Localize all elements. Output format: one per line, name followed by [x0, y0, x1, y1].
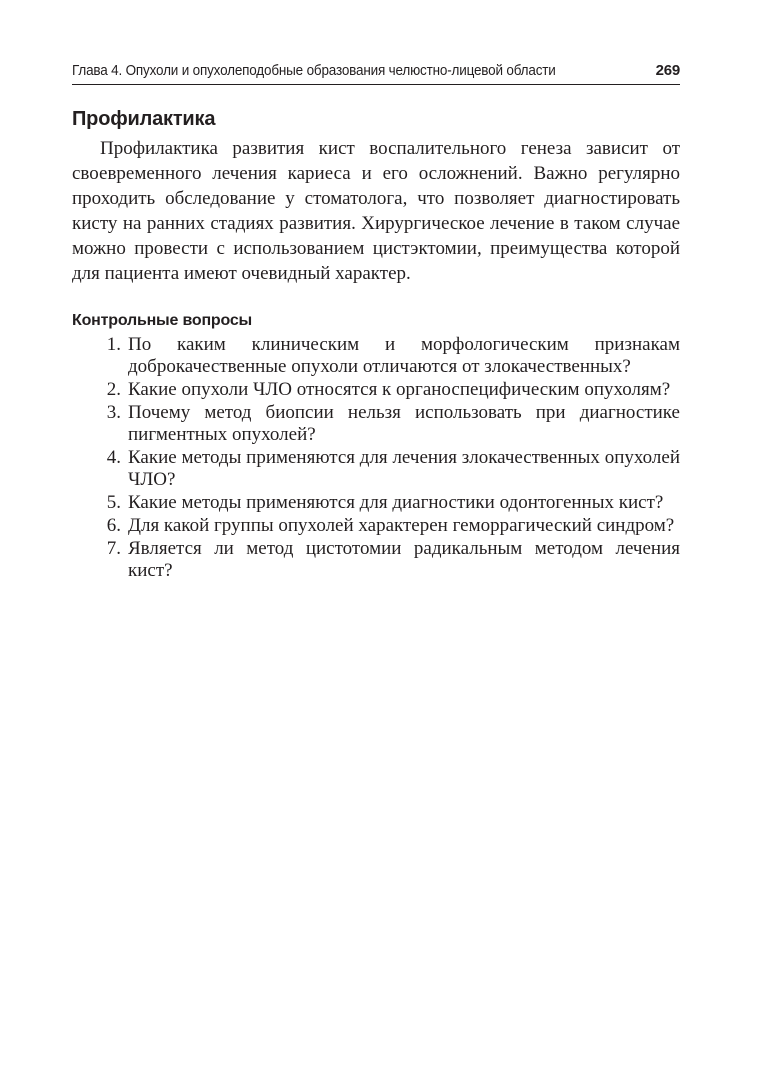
chapter-title: Глава 4. Опухоли и опухолеподобные образования челюстно-лицевой области — [72, 62, 556, 79]
section-paragraph: Профилактика развития кист воспалительного генеза зависит от своевременного лечения кариеса и его осложнений. Важно регулярно проходить обследование у стоматолога, что позволяет диагностировать кисту на ранних стадиях развития. Хирургическое лечение в таком случае можно провести с использованием цистэктомии, преимущества которой для пациента имеют очевидный характер. — [72, 138, 680, 284]
book-page — [72, 62, 680, 583]
question-item — [72, 334, 680, 378]
question-text: Какие методы применяются для лечения злокачественных опухолей ЧЛО? — [128, 447, 680, 490]
question-item — [72, 515, 680, 537]
question-item — [72, 538, 680, 582]
questions-list — [72, 334, 680, 582]
section-title: Профилактика — [72, 108, 216, 130]
page-number: 269 — [655, 62, 680, 79]
question-text: Какие методы применяются для диагностики одонтогенных кист? — [128, 492, 664, 513]
running-header — [72, 62, 680, 85]
question-number: 4. — [106, 447, 121, 468]
questions-title: Контрольные вопросы — [72, 312, 253, 329]
question-number: 6. — [106, 515, 121, 536]
question-text: Почему метод биопсии нельзя использовать при диагностике пигментных опухолей? — [128, 402, 680, 445]
question-text: Для какой группы опухолей характерен геморрагический синдром? — [128, 515, 675, 536]
question-number: 2. — [106, 379, 121, 400]
question-number: 1. — [106, 334, 121, 355]
question-item — [72, 379, 680, 401]
question-number: 7. — [106, 538, 121, 559]
question-text: По каким клиническим и морфологическим признакам доброкачественные опухоли отличаются от злокачественных? — [128, 334, 680, 377]
question-text: Какие опухоли ЧЛО относятся к органоспецифическим опухолям? — [128, 379, 671, 400]
question-item — [72, 402, 680, 446]
question-number: 5. — [106, 492, 121, 513]
question-text: Является ли метод цистотомии радикальным методом лечения кист? — [128, 538, 680, 581]
question-number: 3. — [106, 402, 121, 423]
question-item — [72, 447, 680, 491]
question-item — [72, 492, 680, 514]
